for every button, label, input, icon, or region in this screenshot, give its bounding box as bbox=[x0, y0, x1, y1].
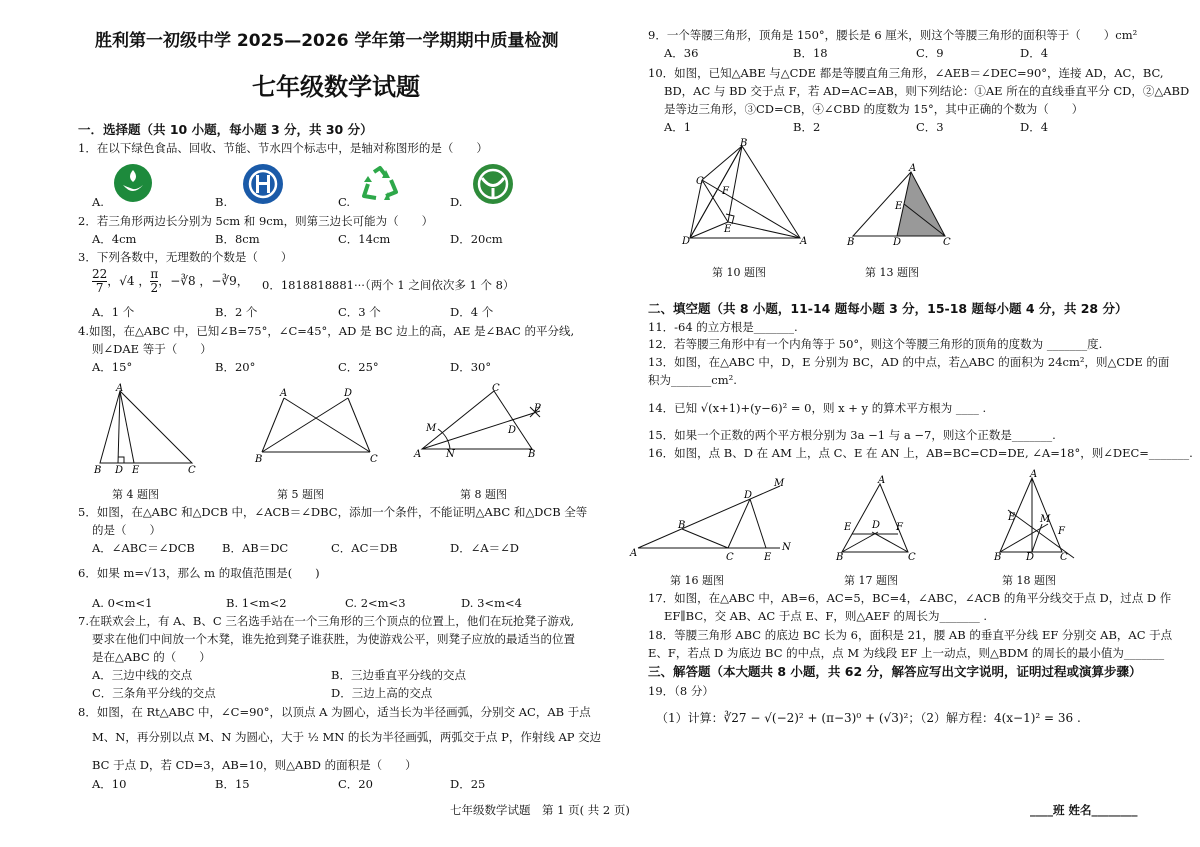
q4-option-b: B．20° bbox=[215, 360, 256, 374]
q10-option-a: A．1 bbox=[664, 120, 692, 134]
svg-text:E: E bbox=[1008, 512, 1016, 523]
svg-text:F: F bbox=[722, 186, 729, 197]
q3-numbers: $\frac{22}{7}$ ，√4 ， $\frac{\pi}{2}$ ，−∛8 ，−∛9， bbox=[92, 267, 249, 295]
q10-option-d: D．4 bbox=[1020, 120, 1049, 134]
question-14: 14．已知 √(x+1)+(y−6)² = 0，则 x + y 的算术平方根为 ____ . bbox=[648, 401, 987, 415]
q4-option-d: D．30° bbox=[450, 360, 492, 374]
question-12: 12．若等腰三角形中有一个内角等于 50°，则这个等腰三角形的顶角的度数为 _______度. bbox=[648, 337, 1103, 351]
svg-text:B: B bbox=[994, 552, 1002, 563]
figure-q17 bbox=[836, 476, 916, 562]
svg-text:N: N bbox=[446, 449, 455, 460]
fig-caption-17: 第 17 题图 bbox=[844, 574, 898, 587]
page-footer: 七年级数学试题 第 1 页( 共 2 页) bbox=[450, 803, 630, 817]
fig-caption-18: 第 18 题图 bbox=[1002, 574, 1056, 587]
q1-option-a: A. bbox=[92, 195, 104, 209]
q3-option-b: B．2 个 bbox=[215, 305, 258, 319]
question-10-line1: 10．如图，已知△ABE 与△CDE 都是等腰直角三角形，∠AEB＝∠DEC=90°，连接 AD，AC，BC, bbox=[648, 66, 1164, 80]
question-16: 16．如图，点 B、D 在 AM 上，点 C、E 在 AN 上，AB=BC=CD=DE, ∠A=18°，则∠DEC=_______. bbox=[648, 446, 1193, 460]
svg-text:C: C bbox=[908, 552, 916, 563]
svg-text:D: D bbox=[682, 236, 691, 247]
svg-text:B: B bbox=[836, 552, 844, 563]
svg-text:D: D bbox=[508, 425, 517, 436]
svg-text:A: A bbox=[414, 449, 422, 460]
svg-text:E: E bbox=[895, 201, 903, 212]
svg-text:M: M bbox=[1040, 514, 1051, 525]
class-name-field: ____班 姓名________ bbox=[1030, 803, 1138, 817]
question-13-line2: 积为_______cm². bbox=[648, 373, 737, 387]
svg-text:M: M bbox=[774, 478, 785, 489]
q1-option-d: D. bbox=[450, 195, 463, 209]
q8-option-b: B．15 bbox=[215, 777, 250, 791]
svg-text:C: C bbox=[943, 237, 951, 248]
svg-text:B: B bbox=[94, 465, 102, 476]
svg-text:A: A bbox=[800, 236, 808, 247]
figure-q16 bbox=[630, 478, 790, 564]
q2-option-c: C．14cm bbox=[338, 232, 391, 246]
figure-q4 bbox=[92, 385, 197, 477]
svg-text:B: B bbox=[740, 138, 748, 149]
fig-caption-13: 第 13 题图 bbox=[865, 266, 919, 279]
question-2: 2．若三角形两边长分别为 5cm 和 9cm，则第三边长可能为（ ） bbox=[78, 214, 434, 228]
q9-option-d: D．4 bbox=[1020, 46, 1049, 60]
question-13-line1: 13．如图，在△ABC 中，D，E 分别为 BC，AD 的中点，若△ABC 的面积为 24cm²，则△CDE 的面 bbox=[648, 355, 1170, 369]
svg-text:A: A bbox=[116, 383, 124, 394]
q8-option-c: C．20 bbox=[338, 777, 373, 791]
q3-tail: 0．1818818881···（两个 1 之间依次多 1 个 8） bbox=[262, 278, 515, 292]
section-title-1: 一．选择题（共 10 小题，每小题 3 分，共 30 分） bbox=[78, 122, 373, 137]
svg-text:B: B bbox=[255, 454, 263, 465]
question-8-line3: BC 于点 D，若 CD=3，AB=10，则△ABD 的面积是（ ） bbox=[92, 758, 417, 772]
svg-text:F: F bbox=[896, 522, 903, 533]
svg-text:A: A bbox=[909, 163, 917, 174]
question-11: 11．-64 的立方根是_______. bbox=[648, 320, 798, 334]
svg-text:M: M bbox=[426, 423, 437, 434]
question-8-line2: M、N，再分别以点 M、N 为圆心，大于 ½ MN 的长为半径画弧，两弧交于点 P，作射线 AP 交边 bbox=[92, 730, 602, 744]
question-10-line3: 是等边三角形，③CD=CB，④∠CBD 的度数为 15°，其中正确的个数为（ ） bbox=[664, 102, 1084, 116]
svg-text:E: E bbox=[764, 552, 772, 563]
section-title-2: 二、填空题（共 8 小题，11-14 题每小题 3 分，15-18 题每小题 4 分，共 28 分） bbox=[648, 301, 1128, 316]
svg-text:B: B bbox=[847, 237, 855, 248]
q2-option-b: B．8cm bbox=[215, 232, 260, 246]
svg-text:E: E bbox=[844, 522, 852, 533]
q9-option-a: A．36 bbox=[664, 46, 699, 60]
q5-option-c: C．AC＝DB bbox=[331, 541, 398, 555]
svg-text:C: C bbox=[492, 383, 500, 394]
q1-option-b: B. bbox=[215, 195, 228, 209]
question-7-line3: 是在△ABC 的（ ） bbox=[92, 650, 211, 664]
energy-saving-logo-icon bbox=[242, 163, 284, 205]
svg-text:E: E bbox=[132, 465, 140, 476]
question-3: 3．下列各数中，无理数的个数是（ ） bbox=[78, 250, 293, 264]
q7-option-b: B．三边垂直平分线的交点 bbox=[331, 668, 466, 682]
q1-option-c: C. bbox=[338, 195, 351, 209]
question-8-line1: 8．如图，在 Rt△ABC 中，∠C=90°，以顶点 A 为圆心，适当长为半径画弧，分别交 AC，AB 于点 bbox=[78, 705, 591, 719]
question-18-line2: E、F，若点 D 为底边 BC 的中点，点 M 为线段 EF 上一动点，则△BDM 的周长的最小值为_______ bbox=[648, 646, 1165, 660]
water-saving-logo-icon bbox=[472, 163, 514, 205]
figure-q10 bbox=[680, 138, 810, 250]
green-food-logo-icon bbox=[113, 163, 153, 203]
svg-text:B: B bbox=[528, 449, 536, 460]
fig-caption-5: 第 5 题图 bbox=[277, 488, 324, 501]
svg-text:P: P bbox=[534, 403, 541, 414]
svg-text:B: B bbox=[678, 520, 686, 531]
question-4-line2: 则∠DAE 等于（ ） bbox=[92, 342, 212, 356]
svg-text:D: D bbox=[1026, 552, 1035, 563]
q2-option-d: D．20cm bbox=[450, 232, 503, 246]
question-15: 15．如果一个正数的两个平方根分别为 3a −1 与 a −7，则这个正数是_______. bbox=[648, 428, 1056, 442]
svg-text:C: C bbox=[726, 552, 734, 563]
svg-text:N: N bbox=[782, 542, 791, 553]
q2-option-a: A．4cm bbox=[92, 232, 137, 246]
svg-text:A: A bbox=[630, 548, 638, 559]
q6-option-b: B. 1<m<2 bbox=[226, 596, 287, 610]
q5-option-a: A．∠ABC＝∠DCB bbox=[92, 541, 195, 555]
q8-option-a: A．10 bbox=[92, 777, 127, 791]
q3-option-c: C．3 个 bbox=[338, 305, 381, 319]
fig-caption-8: 第 8 题图 bbox=[460, 488, 507, 501]
q7-option-d: D．三边上高的交点 bbox=[331, 686, 433, 700]
question-4-line1: 4.如图，在△ABC 中，已知∠B=75°，∠C=45°，AD 是 BC 边上的高，AE 是∠BAC 的平分线, bbox=[78, 324, 575, 338]
svg-text:C: C bbox=[1060, 552, 1068, 563]
q3-option-d: D．4 个 bbox=[450, 305, 494, 319]
svg-text:D: D bbox=[344, 388, 353, 399]
q10-option-c: C．3 bbox=[916, 120, 944, 134]
figure-q18 bbox=[992, 469, 1082, 564]
svg-text:C: C bbox=[370, 454, 378, 465]
svg-text:D: D bbox=[872, 520, 881, 531]
school-title: 胜利第一初级中学 2025—2026 学年第一学期期中质量检测 bbox=[95, 31, 559, 51]
q7-option-c: C．三条角平分线的交点 bbox=[92, 686, 216, 700]
q4-option-a: A．15° bbox=[92, 360, 133, 374]
svg-text:C: C bbox=[188, 465, 196, 476]
fig-caption-10: 第 10 题图 bbox=[712, 266, 766, 279]
question-7-line2: 要求在他们中间放一个木凳，谁先抢到凳子谁获胜，为使游戏公平，则凳子应放的最适当的位置 bbox=[92, 632, 575, 646]
question-1: 1．在以下绿色食品、回收、节能、节水四个标志中，是轴对称图形的是（ ） bbox=[78, 141, 488, 155]
q4-option-c: C．25° bbox=[338, 360, 379, 374]
question-17-line2: EF∥BC，交 AB、AC 于点 E、F，则△AEF 的周长为_______ . bbox=[664, 609, 988, 623]
recycle-logo-icon bbox=[360, 166, 400, 202]
svg-text:E: E bbox=[724, 224, 732, 235]
q6-option-a: A. 0<m<1 bbox=[92, 596, 153, 610]
figure-q5 bbox=[252, 386, 382, 466]
q7-option-a: A．三边中线的交点 bbox=[92, 668, 193, 682]
question-10-line2: BD，AC 与 BD 交于点 F，若 AD=AC=AB，则下列结论：①AE 所在的直线垂直平分 CD，②△ABD bbox=[664, 84, 1190, 98]
svg-text:F: F bbox=[1058, 526, 1065, 537]
q8-option-d: D．25 bbox=[450, 777, 486, 791]
q6-option-c: C. 2<m<3 bbox=[345, 596, 406, 610]
q9-option-b: B．18 bbox=[793, 46, 828, 60]
svg-text:D: D bbox=[744, 490, 753, 501]
question-5-line1: 5．如图，在△ABC 和△DCB 中，∠ACB＝∠DBC，添加一个条件，不能证明△ABC 和△DCB 全等 bbox=[78, 505, 588, 519]
fig-caption-4: 第 4 题图 bbox=[112, 488, 159, 501]
svg-text:C: C bbox=[696, 176, 704, 187]
q9-option-c: C．9 bbox=[916, 46, 944, 60]
svg-text:D: D bbox=[893, 237, 902, 248]
q5-option-b: B．AB＝DC bbox=[222, 541, 289, 555]
q10-option-b: B．2 bbox=[793, 120, 821, 134]
exam-title: 七年级数学试题 bbox=[252, 73, 420, 101]
question-6: 6．如果 m=√13，那么 m 的取值范围是( ) bbox=[78, 566, 320, 580]
question-9: 9．一个等腰三角形，顶角是 150°，腰长是 6 厘米，则这个等腰三角形的面积等于（ ）cm² bbox=[648, 28, 1138, 42]
q6-option-d: D. 3<m<4 bbox=[461, 596, 522, 610]
svg-text:D: D bbox=[115, 465, 124, 476]
question-19-body: （1）计算：∛27 − √(−2)² + (π−3)⁰ + (√3)²；（2）解方程：4(x−1)² = 36 . bbox=[656, 711, 1081, 725]
section-title-3: 三、解答题（本大题共 8 小题，共 62 分，解答应写出文字说明，证明过程或演算步骤） bbox=[648, 664, 1142, 679]
question-5-line2: 的是（ ） bbox=[92, 523, 161, 537]
svg-text:A: A bbox=[1030, 469, 1038, 480]
fig-caption-16: 第 16 题图 bbox=[670, 574, 724, 587]
svg-text:A: A bbox=[878, 475, 886, 486]
figure-q8 bbox=[412, 383, 562, 473]
svg-text:A: A bbox=[280, 388, 288, 399]
q3-option-a: A．1 个 bbox=[92, 305, 135, 319]
question-7-line1: 7.在联欢会上，有 A、B、C 三名选手站在一个三角形的三个顶点的位置上，他们在玩抢凳子游戏, bbox=[78, 614, 574, 628]
question-19: 19．（8 分） bbox=[648, 684, 714, 698]
question-17-line1: 17．如图，在△ABC 中，AB=6，AC=5，BC=4，∠ABC，∠ACB 的角平分线交于点 D，过点 D 作 bbox=[648, 591, 1172, 605]
question-18-line1: 18．等腰三角形 ABC 的底边 BC 长为 6，面积是 21，腰 AB 的垂直平分线 EF 分别交 AB，AC 于点 bbox=[648, 628, 1173, 642]
figure-q13 bbox=[845, 164, 955, 248]
q5-option-d: D．∠A＝∠D bbox=[450, 541, 520, 555]
